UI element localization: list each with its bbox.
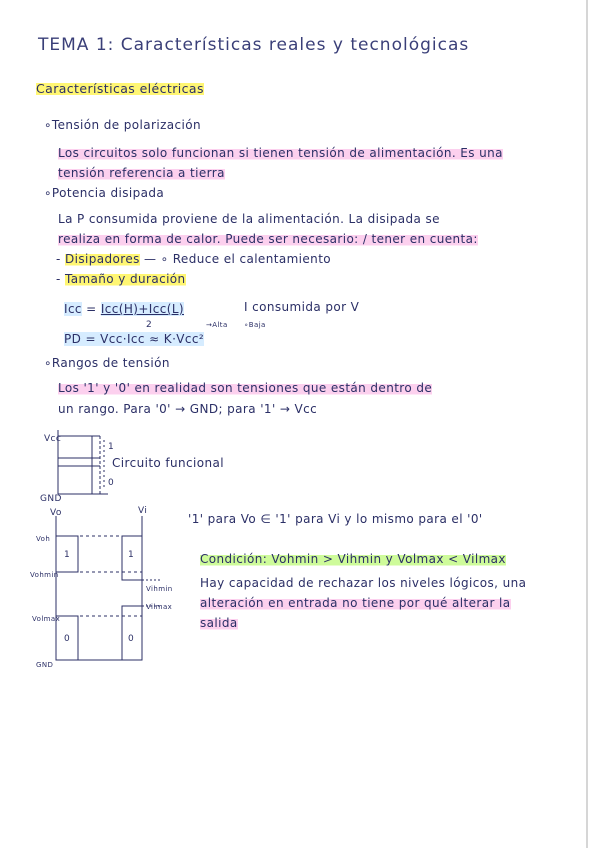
diagram-2-vohmin-label: Vohmin	[30, 571, 59, 579]
tension-heading-row: ∘Tensión de polarización	[44, 118, 202, 132]
diagram-2-right-one: 1	[128, 550, 135, 560]
tamano-row: - Tamaño y duración	[56, 272, 186, 286]
tension-text-1: Los circuitos solo funcionan si tienen tensión de alimentación. Es una	[58, 146, 503, 160]
section-heading: Características eléctricas	[36, 81, 204, 96]
rangos-heading-row: ∘Rangos de tensión	[44, 356, 170, 370]
icc-denominator: 2	[146, 320, 153, 330]
diagram-2-vi-label: Vi	[138, 506, 148, 516]
diagram-2-note-1: '1' para Vo ∈ '1' para Vi y lo mismo para el '0'	[188, 512, 483, 526]
potencia-text-1: La P consumida proviene de la alimentación. La disipada se	[58, 212, 440, 226]
diagram-2-voh-label: Voh	[36, 535, 51, 543]
diagram-2-left-zero: 0	[64, 634, 71, 644]
tamano-label: Tamaño y duración	[64, 272, 186, 286]
page-title: TEMA 1: Características reales y tecnológicas	[38, 35, 470, 55]
rangos-heading: Rangos de tensión	[51, 356, 170, 370]
diagram-1-gnd-label: GND	[40, 494, 62, 504]
pd-formula: PD = Vcc·Icc ≈ K·Vcc²	[64, 332, 205, 346]
potencia-text-2: realiza en forma de calor. Puede ser necesario: / tener en cuenta:	[58, 232, 478, 246]
tension-text-2: tensión referencia a tierra	[58, 166, 225, 180]
tension-heading: Tensión de polarización	[51, 118, 202, 132]
diagram-2-vo-label: Vo	[50, 508, 62, 518]
diagram-1-note: Circuito funcional	[112, 456, 224, 470]
diagram-2-condition: Condición: Vohmin > Vihmin y Volmax < Vilmax	[200, 552, 506, 566]
diagram-2-note-4: salida	[200, 616, 238, 630]
diagram-1-vcc-label: Vcc	[44, 434, 62, 444]
reduce-label: Reduce el calentamiento	[172, 252, 332, 266]
potencia-heading: Potencia disipada	[51, 186, 165, 200]
diagram-2-note-2: Hay capacidad de rechazar los niveles lógicos, una	[200, 576, 527, 590]
diagram-2-left-one: 1	[64, 550, 71, 560]
icc-numerator: Icc(H)+Icc(L)	[100, 302, 184, 316]
baja-label: ∘Baja	[244, 321, 266, 329]
disipadores-label: Disipadores	[64, 252, 140, 266]
diagram-1-one-label: 1	[108, 442, 115, 452]
rangos-text-2: un rango. Para '0' → GND; para '1' → Vcc	[58, 402, 318, 416]
diagram-2-note-3: alteración en entrada no tiene por qué alterar la	[200, 596, 511, 610]
disipadores-row: - Disipadores — ∘ Reduce el calentamiento	[56, 252, 332, 266]
diagram-2-right-zero: 0	[128, 634, 135, 644]
icc-formula: Icc = Icc(H)+Icc(L)	[64, 302, 184, 316]
diagram-1-zero-label: 0	[108, 478, 115, 488]
diagram-1	[58, 430, 108, 494]
i-consumida-note: I consumida por V	[244, 300, 360, 314]
diagram-2-vilmax-label: Vilmax	[146, 603, 173, 611]
diagram-2-vihmin-label: Vihmin	[146, 585, 173, 593]
diagram-2-gnd-label: GND	[36, 661, 54, 669]
alta-label: →Alta	[206, 321, 228, 329]
diagram-2-volmax-label: Volmax	[32, 615, 61, 623]
diagram-2	[56, 516, 160, 660]
icc-lhs: Icc	[64, 302, 82, 316]
potencia-heading-row: ∘Potencia disipada	[44, 186, 165, 200]
rangos-text-1: Los '1' y '0' en realidad son tensiones que están dentro de	[58, 381, 433, 395]
